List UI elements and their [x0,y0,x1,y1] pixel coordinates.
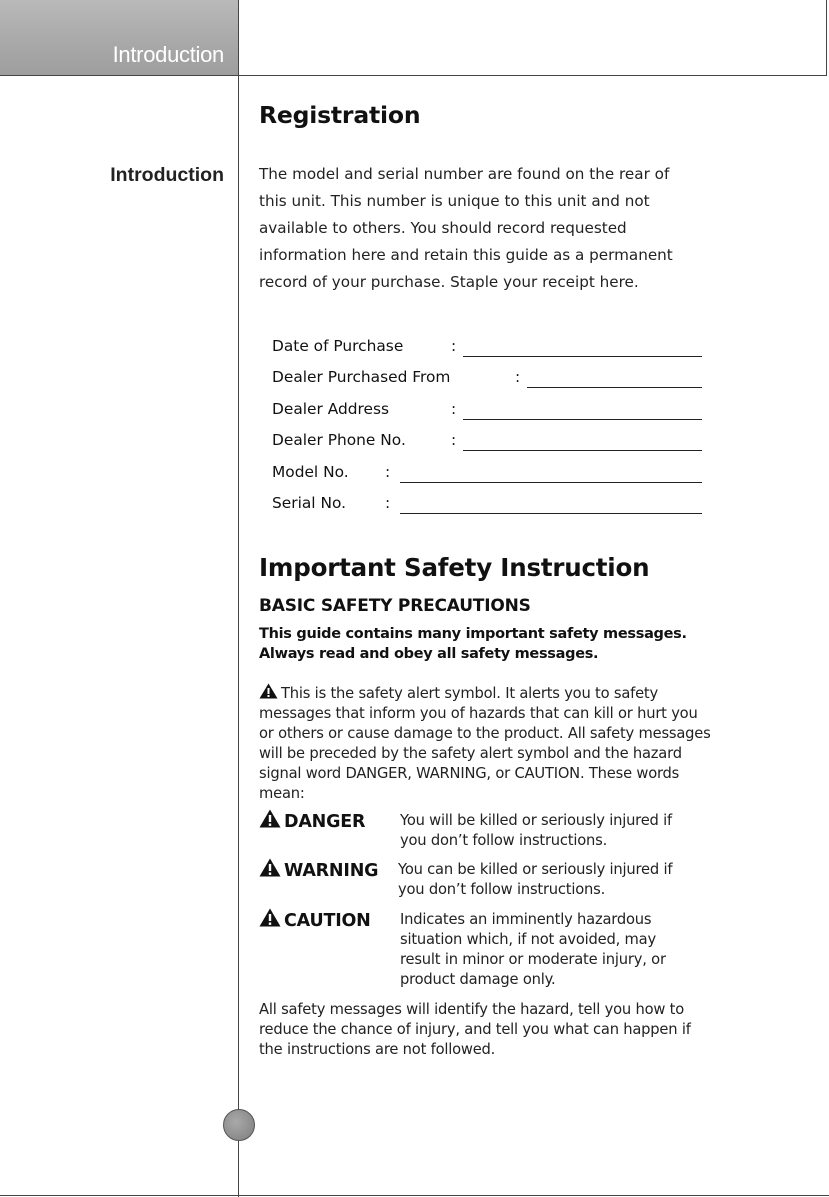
form-row-date-of-purchase [272,334,702,360]
form-colon: : [451,400,457,418]
form-row-dealer-address [272,397,702,423]
signal-caution [259,908,719,988]
form-label: Dealer Phone No. [272,431,406,449]
signal-word-warning [259,858,378,881]
signal-description-caution: Indicates an imminently hazardous situation which, if not avoided, may result in minor or moderate injury, or product damage only. [400,911,666,988]
form-row-model-no [272,460,702,486]
form-row-dealer-purchased-from [272,365,702,391]
form-label: Dealer Purchased From [272,368,451,386]
form-colon: : [451,337,457,355]
signal-description-warning: You can be killed or seriously injured if you don’t follow instructions. [398,861,673,898]
model-no-field[interactable] [400,482,702,483]
warning-triangle-icon [259,908,281,927]
signal-word-text: WARNING [284,861,379,881]
dealer-phone-field[interactable] [463,450,702,451]
form-label: Model No. [272,463,349,481]
form-label: Serial No. [272,494,346,512]
margin-divider [238,0,239,1197]
dealer-address-field[interactable] [463,419,702,420]
form-colon: : [385,494,391,512]
serial-no-field[interactable] [400,513,702,514]
registration-paragraph: The model and serial number are found on the rear of this unit. This number is unique to this unit and not available to others. You should record requested information here and retain this guide as a permanent record of your purchase. Staple your receipt here. [259,165,673,291]
registration-heading: Registration [259,101,421,129]
signal-word-caution [259,908,371,931]
warning-triangle-icon [259,858,281,877]
form-label: Date of Purchase [272,337,404,355]
safety-heading: Important Safety Instruction [259,553,650,582]
form-row-dealer-phone [272,428,702,454]
form-row-serial-no [272,491,702,517]
safety-closing-paragraph: All safety messages will identify the hazard, tell you how to reduce the chance of injury, and tell you what can happen if the instructions are not followed. [259,1001,691,1058]
dealer-purchased-from-field[interactable] [527,387,702,388]
safety-intro: This guide contains many important safety messages. Always read and obey all safety messages. [259,626,687,662]
safety-subheading: BASIC SAFETY PRECAUTIONS [259,596,531,616]
header-rule [0,75,826,76]
signal-word-text: DANGER [284,812,366,832]
page-marker-circle [223,1109,255,1141]
warning-triangle-icon [259,809,281,828]
signal-description-danger: You will be killed or seriously injured if you don’t follow instructions. [400,812,672,849]
header-tab [0,0,238,75]
form-label: Dealer Address [272,400,390,418]
safety-alert-text: This is the safety alert symbol. It alerts you to safety messages that inform you of hazards that can kill or hurt you or others or cause damage to the product. All safety messages will be preceded by the safety alert symbol and the hazard signal word DANGER, WARNING, or CAUTION. These words mean: [259,685,711,802]
date-of-purchase-field[interactable] [463,356,702,357]
safety-alert-paragraph [259,683,714,804]
form-colon: : [385,463,391,481]
footer-rule [0,1195,829,1196]
header-tab-title: Introduction [112,42,224,67]
header-right-rule [826,0,827,76]
form-colon: : [451,431,457,449]
signal-word-danger [259,809,365,832]
signal-word-text: CAUTION [284,911,371,931]
form-colon: : [515,368,521,386]
warning-triangle-icon [259,683,278,699]
sidebar-section-label: Introduction [110,164,224,186]
